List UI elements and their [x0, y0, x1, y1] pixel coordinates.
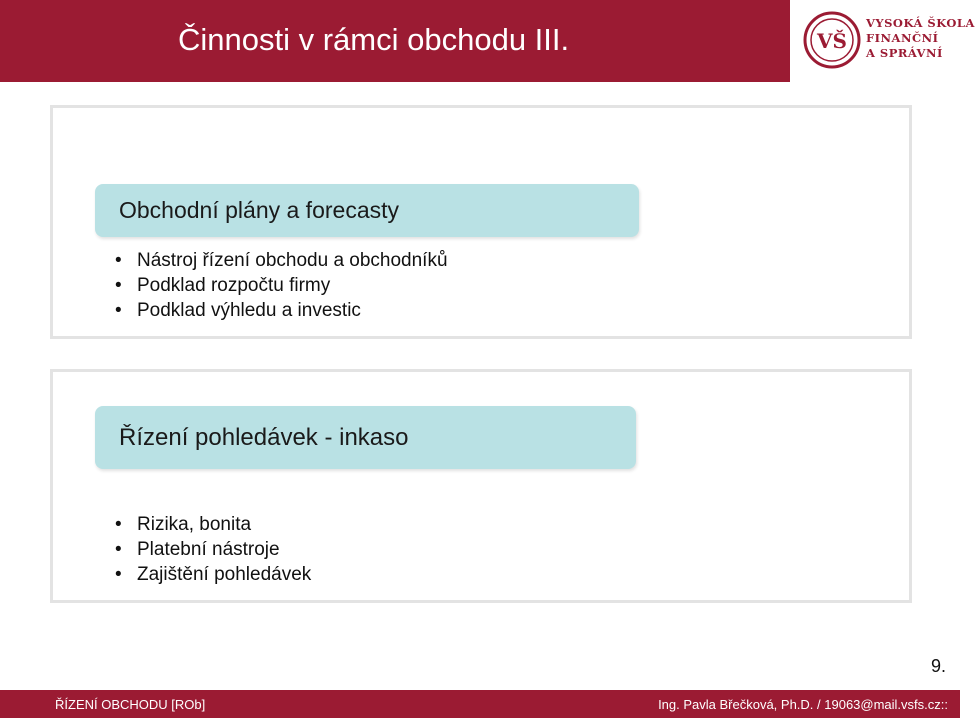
list-item: • Nástroj řízení obchodu a obchodníků [115, 248, 448, 273]
school-logo [790, 0, 975, 82]
list-item: • Platební nástroje [115, 537, 311, 562]
list-item: • Podklad výhledu a investic [115, 298, 448, 323]
section-heading: Řízení pohledávek - inkaso [119, 424, 409, 451]
slide-header [0, 0, 790, 82]
school-name [866, 16, 975, 61]
section-heading-box [95, 406, 636, 469]
list-item: • Zajištění pohledávek [115, 562, 311, 587]
course-name: ŘÍZENÍ OBCHODU [ROb] [55, 697, 206, 712]
section-heading: Obchodní plány a forecasty [119, 197, 399, 223]
section-heading-box [95, 184, 639, 237]
school-name-line3: A SPRÁVNÍ [866, 46, 943, 60]
section-card-plans [50, 105, 912, 339]
bullet-list [115, 512, 311, 587]
list-item: • Rizika, bonita [115, 512, 311, 537]
school-name-line1: VYSOKÁ ŠKOLA [866, 16, 975, 30]
section-card-receivables [50, 369, 912, 603]
bullet-list [115, 248, 448, 323]
page-number: 9. [930, 656, 946, 676]
svg-text:VŠ: VŠ [817, 29, 847, 53]
school-name-line2: FINANČNÍ [866, 31, 939, 45]
list-item: • Podklad rozpočtu firmy [115, 273, 448, 298]
author-contact: Ing. Pavla Břečková, Ph.D. / 19063@mail.vsfs.cz:: [658, 697, 948, 712]
vsfs-emblem-icon [802, 10, 862, 70]
slide-footer [0, 690, 960, 718]
slide-title: Činnosti v rámci obchodu III. [178, 22, 570, 57]
